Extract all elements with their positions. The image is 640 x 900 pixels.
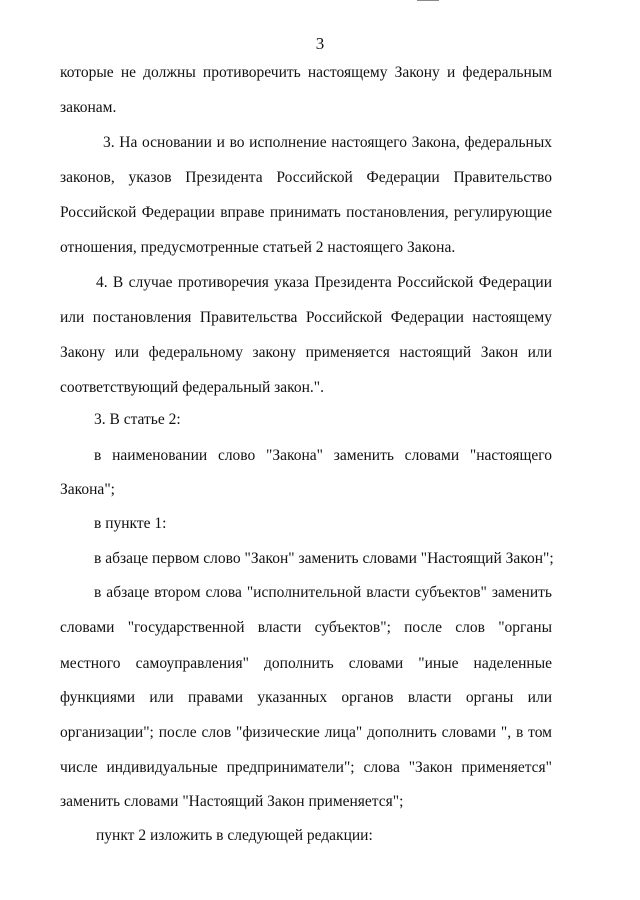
text-line: отношения, предусмотренные статьей 2 настоящего Закона. [60,239,456,256]
text-line: функциями или правами указанных органов власти органы или [60,689,552,706]
text-line: Закону или федеральному закону применяется настоящий Закон или [60,344,552,361]
text-line: организации"; после слов "физические лица" дополнить словами ", в том [60,724,552,741]
scan-edge-mark [417,0,439,1]
text-line: словами "государственной власти субъектов"; после слов "органы [60,619,552,636]
text-line: заменить словами "Настоящий Закон применяется"; [60,793,404,810]
text-line: в абзаце втором слова "исполнительной власти субъектов" заменить [94,584,552,601]
text-line: Российской Федерации вправе принимать постановления, регулирующие [60,204,552,221]
text-line: законов, указов Президента Российской Федерации Правительство [60,169,552,186]
text-line: местного самоуправления" дополнить словами "иные наделенные [60,655,552,672]
text-line: или постановления Правительства Российской Федерации настоящему [60,309,552,326]
text-line: пункт 2 изложить в следующей редакции: [96,827,373,844]
text-line: в абзаце первом слово "Закон" заменить словами "Настоящий Закон"; [94,550,554,567]
text-line: Закона"; [60,481,115,498]
text-line: соответствующий федеральный закон.". [60,379,324,396]
text-line: числе индивидуальные предприниматели"; слова "Закон применяется" [60,759,552,776]
text-line: в наименовании слово "Закона" заменить словами "настоящего [94,447,552,464]
text-line: в пункте 1: [94,515,167,532]
text-line: которые не должны противоречить настоящему Закону и федеральным [60,64,552,81]
text-line: 4. В случае противоречия указа Президента Российской Федерации [96,274,552,291]
text-line: законам. [60,99,117,116]
text-line: 3. В статье 2: [94,411,181,428]
text-line: 3. На основании и во исполнение настоящего Закона, федеральных [103,134,552,151]
page-number: 3 [315,34,325,53]
